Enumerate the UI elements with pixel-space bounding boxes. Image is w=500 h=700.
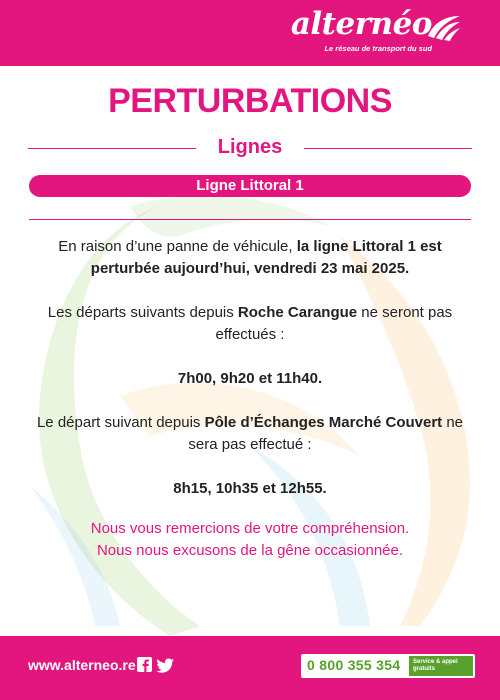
section-heading-row xyxy=(28,136,472,162)
thanks-line-2: Nous nous excusons de la gêne occasionnée. xyxy=(96,542,404,559)
departure-times-2: 8h15, 10h35 et 12h55. xyxy=(173,480,327,497)
free-call-text-1: Service & appel xyxy=(413,659,458,665)
departures-2-text-after: ne sera pas effectué : xyxy=(188,414,464,453)
line-badge: Ligne Littoral 1 xyxy=(29,175,471,197)
twitter-icon[interactable] xyxy=(156,659,174,673)
departures-2-stop: Pôle d’Échanges Marché Couvert xyxy=(204,414,443,431)
phone-number: 0 800 355 354 xyxy=(307,657,401,673)
thanks-line-1: Nous vous remercions de votre compréhension. xyxy=(90,520,410,537)
alterneo-logo[interactable] xyxy=(290,6,462,60)
departure-times-1: 7h00, 9h20 et 11h40. xyxy=(177,370,323,387)
departures-1-stop: Roche Carangue xyxy=(237,304,358,321)
departures-2-text-before: Le départ suivant depuis xyxy=(36,414,205,431)
intro-paragraph xyxy=(30,236,470,280)
free-phone-number[interactable] xyxy=(301,654,475,678)
departures-paragraph-1 xyxy=(30,302,470,346)
intro-text: En raison d’une panne de véhicule, xyxy=(58,238,297,255)
logo-wordmark: alternéo xyxy=(290,6,432,42)
logo-tagline: Le réseau de transport du sud xyxy=(324,44,432,53)
free-call-badge xyxy=(409,656,473,676)
logo-swoosh-icon xyxy=(426,14,462,42)
footer-bar xyxy=(0,636,500,700)
departures-1-text-after: ne seront pas effectués : xyxy=(215,304,453,343)
free-call-text-2: gratuits xyxy=(413,666,436,672)
facebook-icon[interactable] xyxy=(137,657,152,672)
page-title: PERTURBATIONS xyxy=(108,82,392,120)
divider-right xyxy=(304,148,472,149)
departures-paragraph-2 xyxy=(30,412,470,456)
section-heading: Lignes xyxy=(217,136,283,158)
departures-1-text-before: Les départs suivants depuis xyxy=(47,304,238,321)
website-link[interactable]: www.alterneo.re xyxy=(28,657,136,673)
social-icons xyxy=(136,656,176,674)
separator xyxy=(29,219,471,220)
intro-bold-text: la ligne Littoral 1 est perturbée aujourd’hui, vendredi 23 mai 2025. xyxy=(90,238,442,277)
header-bar xyxy=(0,0,500,66)
